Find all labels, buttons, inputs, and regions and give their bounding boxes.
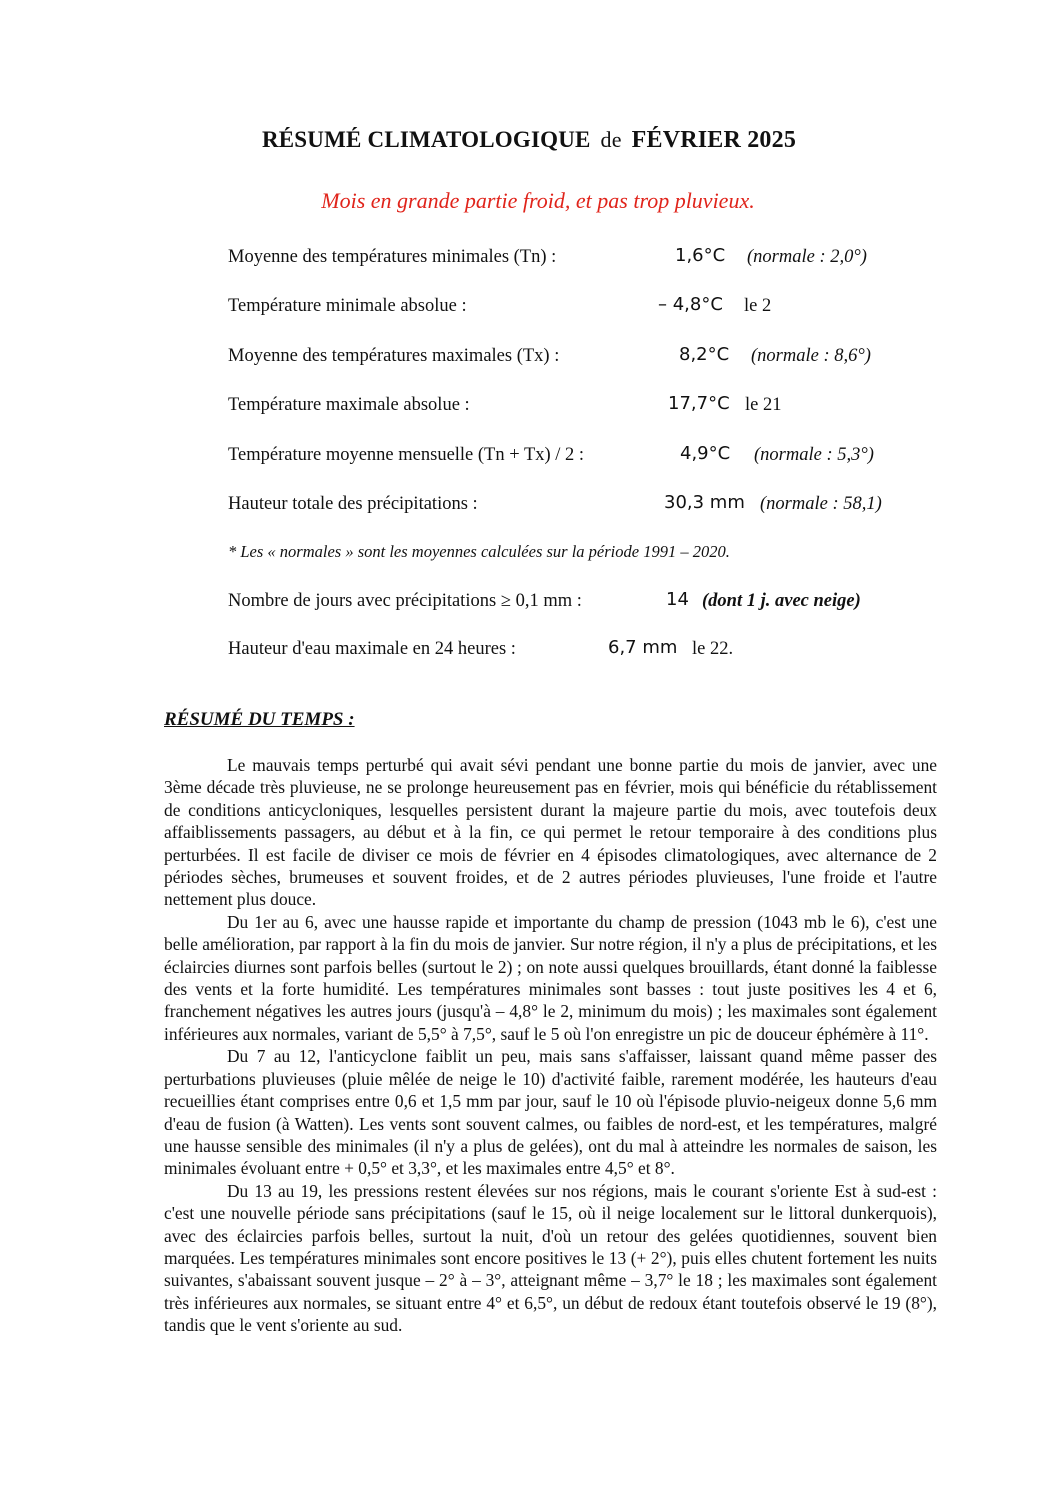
title-part-2: de bbox=[600, 127, 622, 152]
stat-value: 4,9°C bbox=[680, 443, 731, 464]
stat-tn-mean bbox=[228, 245, 867, 268]
document-title bbox=[0, 127, 1058, 154]
stat-value: 14 bbox=[666, 589, 689, 610]
stat-max-24h bbox=[228, 637, 734, 660]
stat-extra: (normale : 2,0°) bbox=[747, 247, 867, 267]
summary-paragraph: Le mauvais temps perturbé qui avait sévi pendant une bonne partie du mois de janvier, avec une 3ème décade très pluvieuse, ne se prolonge heureusement pas en février, mois qui bénéficie du rétablissement de conditions anticycloniques, lesquelles persistent durant la majeure partie du mois, avec toutefois deux affaiblissements passagers, au début et à la fin, ce qui permet le retour temporaire à des conditions plus perturbées. Il est facile de diviser ce mois de février en 4 épisodes climatologiques, avec alternance de 2 périodes sèches, brumeuses et souvent froides, et de 2 autres périodes pluvieuses, l'une froide et l'autre nettement plus douce. bbox=[164, 755, 937, 910]
title-part-3: FÉVRIER 2025 bbox=[631, 127, 797, 153]
stat-tx-mean bbox=[228, 344, 871, 367]
stat-label: Nombre de jours avec précipitations ≥ 0,1 mm : bbox=[228, 591, 582, 611]
stat-precip-total bbox=[228, 492, 882, 515]
stat-label: Moyenne des températures maximales (Tx) : bbox=[228, 346, 560, 366]
stat-extra: le 2 bbox=[744, 296, 772, 316]
section-heading: RÉSUMÉ DU TEMPS : bbox=[164, 709, 355, 730]
stat-label: Température moyenne mensuelle (Tn + Tx) / 2 : bbox=[228, 445, 585, 465]
stat-value: 30,3 mm bbox=[664, 492, 745, 513]
stat-tx-abs bbox=[228, 393, 782, 416]
stat-extra: (normale : 5,3°) bbox=[754, 445, 874, 465]
stat-extra: le 21 bbox=[745, 395, 782, 415]
stat-value: 17,7°C bbox=[668, 393, 730, 414]
stat-value: 6,7 mm bbox=[608, 637, 678, 658]
stat-label: Moyenne des températures minimales (Tn) : bbox=[228, 247, 557, 267]
stat-value: 1,6°C bbox=[675, 245, 726, 266]
stat-monthly-mean bbox=[228, 443, 874, 466]
stat-extra: (normale : 58,1) bbox=[760, 494, 882, 514]
stat-label: Hauteur d'eau maximale en 24 heures : bbox=[228, 639, 516, 659]
title-part-1: RÉSUMÉ CLIMATOLOGIQUE bbox=[261, 127, 591, 152]
normals-note: * Les « normales » sont les moyennes calculées sur la période 1991 – 2020. bbox=[228, 542, 730, 561]
stat-label: Température minimale absolue : bbox=[228, 296, 467, 316]
document-subtitle: Mois en grande partie froid, et pas trop pluvieux. bbox=[321, 188, 755, 213]
stat-extra: (normale : 8,6°) bbox=[751, 346, 871, 366]
summary-paragraph: Du 7 au 12, l'anticyclone faiblit un peu, mais sans s'affaisser, laissant quand même passer des perturbations pluvieuses (pluie mêlée de neige le 10) d'activité faible, rarement modérée, les hauteurs d'eau recueillies étant comprises entre 0,6 et 1,5 mm par jour, sauf le 10 où l'épisode pluvio-neigeux donne 5,6 mm d'eau de fusion (à Watten). Les vents sont souvent calmes, ou faibles de nord-est, et les températures, malgré une hausse sensible des minimales (il n'y a plus de gelées), ont du mal à atteindre les normales de saison, les minimales évoluant entre + 0,5° et 3,3°, et les maximales entre 4,5° et 8°. bbox=[164, 1046, 937, 1179]
summary-paragraph: Du 13 au 19, les pressions restent élevées sur nos régions, mais le courant s'oriente Est à sud-est : c'est une nouvelle période sans précipitations (sauf le 15, où il neige localement sur le littoral dunkerquois), avec des éclaircies parfois belles, surtout la nuit, d'où un retour des gelées quotidiennes, souvent bien marquées. Les températures minimales sont encore positives le 13 (+ 2°), puis elles chutent fortement les nuits suivantes, s'abaissant souvent jusque – 2° à – 3°, atteignant même – 3,7° le 18 ; les maximales sont également très inférieures aux normales, se situant entre 4° et 6,5°, un début de redoux étant toutefois observé le 19 (8°), tandis que le vent s'oriente au sud. bbox=[164, 1180, 937, 1336]
stat-label: Hauteur totale des précipitations : bbox=[228, 494, 478, 514]
stat-value: – 4,8°C bbox=[658, 294, 723, 315]
stat-tn-abs bbox=[228, 294, 772, 317]
weather-summary bbox=[164, 754, 937, 1337]
summary-paragraph: Du 1er au 6, avec une hausse rapide et importante du champ de pression (1043 mb le 6), c'est une belle amélioration, par rapport à la fin du mois de janvier. Sur notre région, il n'y a plus de précipitations, et les éclaircies diurnes sont parfois belles (surtout le 2) ; on note aussi quelques brouillards, étant donné la faiblesse des vents et la forte humidité. Les températures minimales sont basses : tout juste positives les 4 et 6, franchement négatives les autres jours (jusqu'à – 4,8° le 2, minimum du mois) ; les maximales sont également inférieures aux normales, variant de 5,5° à 7,5°, sauf le 5 où l'on enregistre un pic de douceur éphémère à 11°. bbox=[164, 911, 937, 1044]
stat-extra: (dont 1 j. avec neige) bbox=[702, 591, 861, 611]
stat-precip-days bbox=[228, 589, 861, 612]
stat-label: Température maximale absolue : bbox=[228, 395, 470, 415]
stat-value: 8,2°C bbox=[679, 344, 730, 365]
stat-extra: le 22. bbox=[692, 639, 734, 659]
